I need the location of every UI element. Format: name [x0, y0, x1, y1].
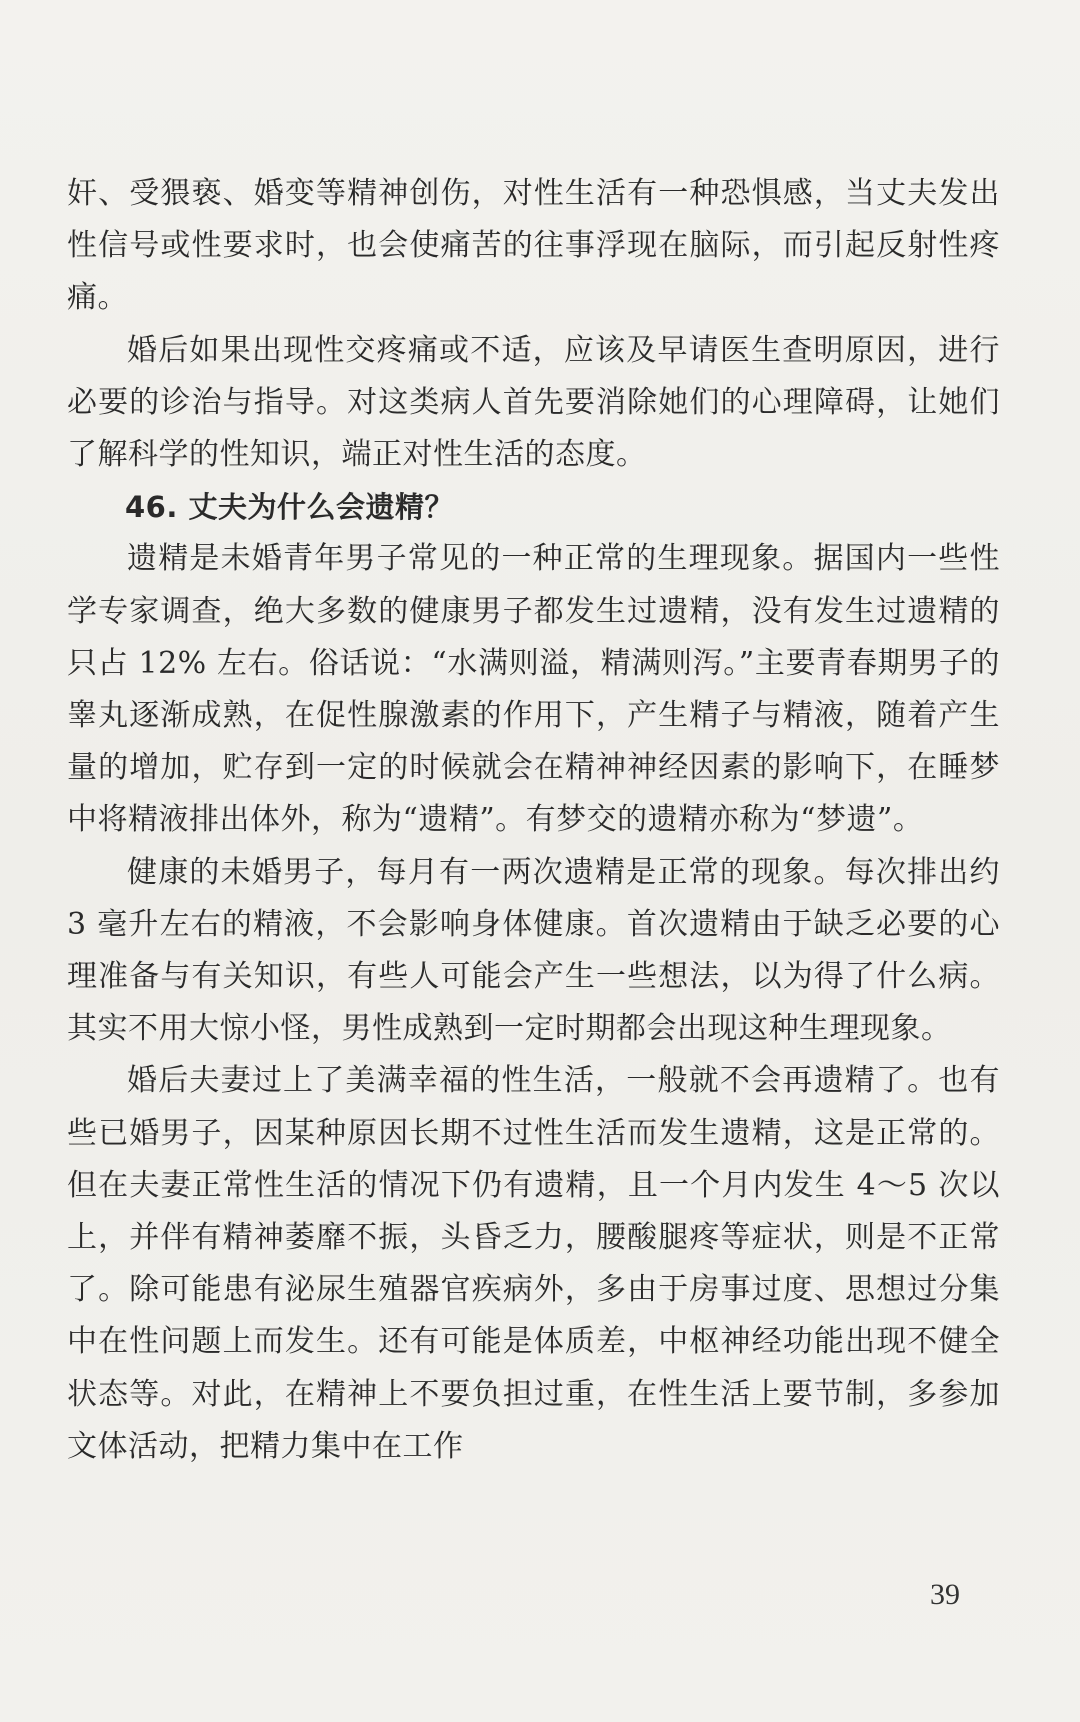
paragraph-4: 健康的未婚男子，每月有一两次遗精是正常的现象。每次排出约 3 毫升左右的精液，不会影响身体健康。首次遗精由于缺乏必要的心理准备与有关知识，有些人可能会产生一些想法，以为得了什么病。其实不用大惊小怪，男性成熟到一定时期都会出现这种生理现象。 — [67, 854, 1000, 1047]
paragraph-3: 遗精是未婚青年男子常见的一种正常的生理现象。据国内一些性学专家调查，绝大多数的健康男子都发生过遗精，没有发生过遗精的只占 12% 左右。俗话说：“水满则溢，精满则泻。”主要青春期男子的睾丸逐渐成熟，在促性腺激素的作用下，产生精子与精液，随着产生量的增加，贮存到一定的时候就会在精神神经因素的影响下，在睡梦中将精液排出体外，称为“遗精”。有梦交的遗精亦称为“梦遗”。 — [67, 541, 1000, 838]
paragraph-2: 婚后如果出现性交疼痛或不适，应该及早请医生查明原因，进行必要的诊治与指导。对这类病人首先要消除她们的心理障碍，让她们了解科学的性知识，端正对性生活的态度。 — [67, 332, 1000, 473]
page-number: 39 — [930, 1578, 960, 1611]
page-body — [67, 168, 1000, 1473]
section-heading: 46. 丈夫为什么会遗精？ — [125, 490, 454, 525]
paragraph-5: 婚后夫妻过上了美满幸福的性生活，一般就不会再遗精了。也有些已婚男子，因某种原因长期不过性生活而发生遗精，这是正常的。但在夫妻正常性生活的情况下仍有遗精，且一个月内发生 4～5 次以上，并伴有精神萎靡不振，头昏乏力，腰酸腿疼等症状，则是不正常了。除可能患有泌尿生殖器官疾病外，多由于房事过度、思想过分集中在性问题上而发生。还有可能是体质差，中枢神经功能出现不健全状态等。对此，在精神上不要负担过重，在性生活上要节制，多参加文体活动，把精力集中在工作 — [67, 1063, 1000, 1464]
paragraph-1: 奸、受猥亵、婚变等精神创伤，对性生活有一种恐惧感，当丈夫发出性信号或性要求时，也会使痛苦的往事浮现在脑际，而引起反射性疼痛。 — [67, 176, 1000, 316]
